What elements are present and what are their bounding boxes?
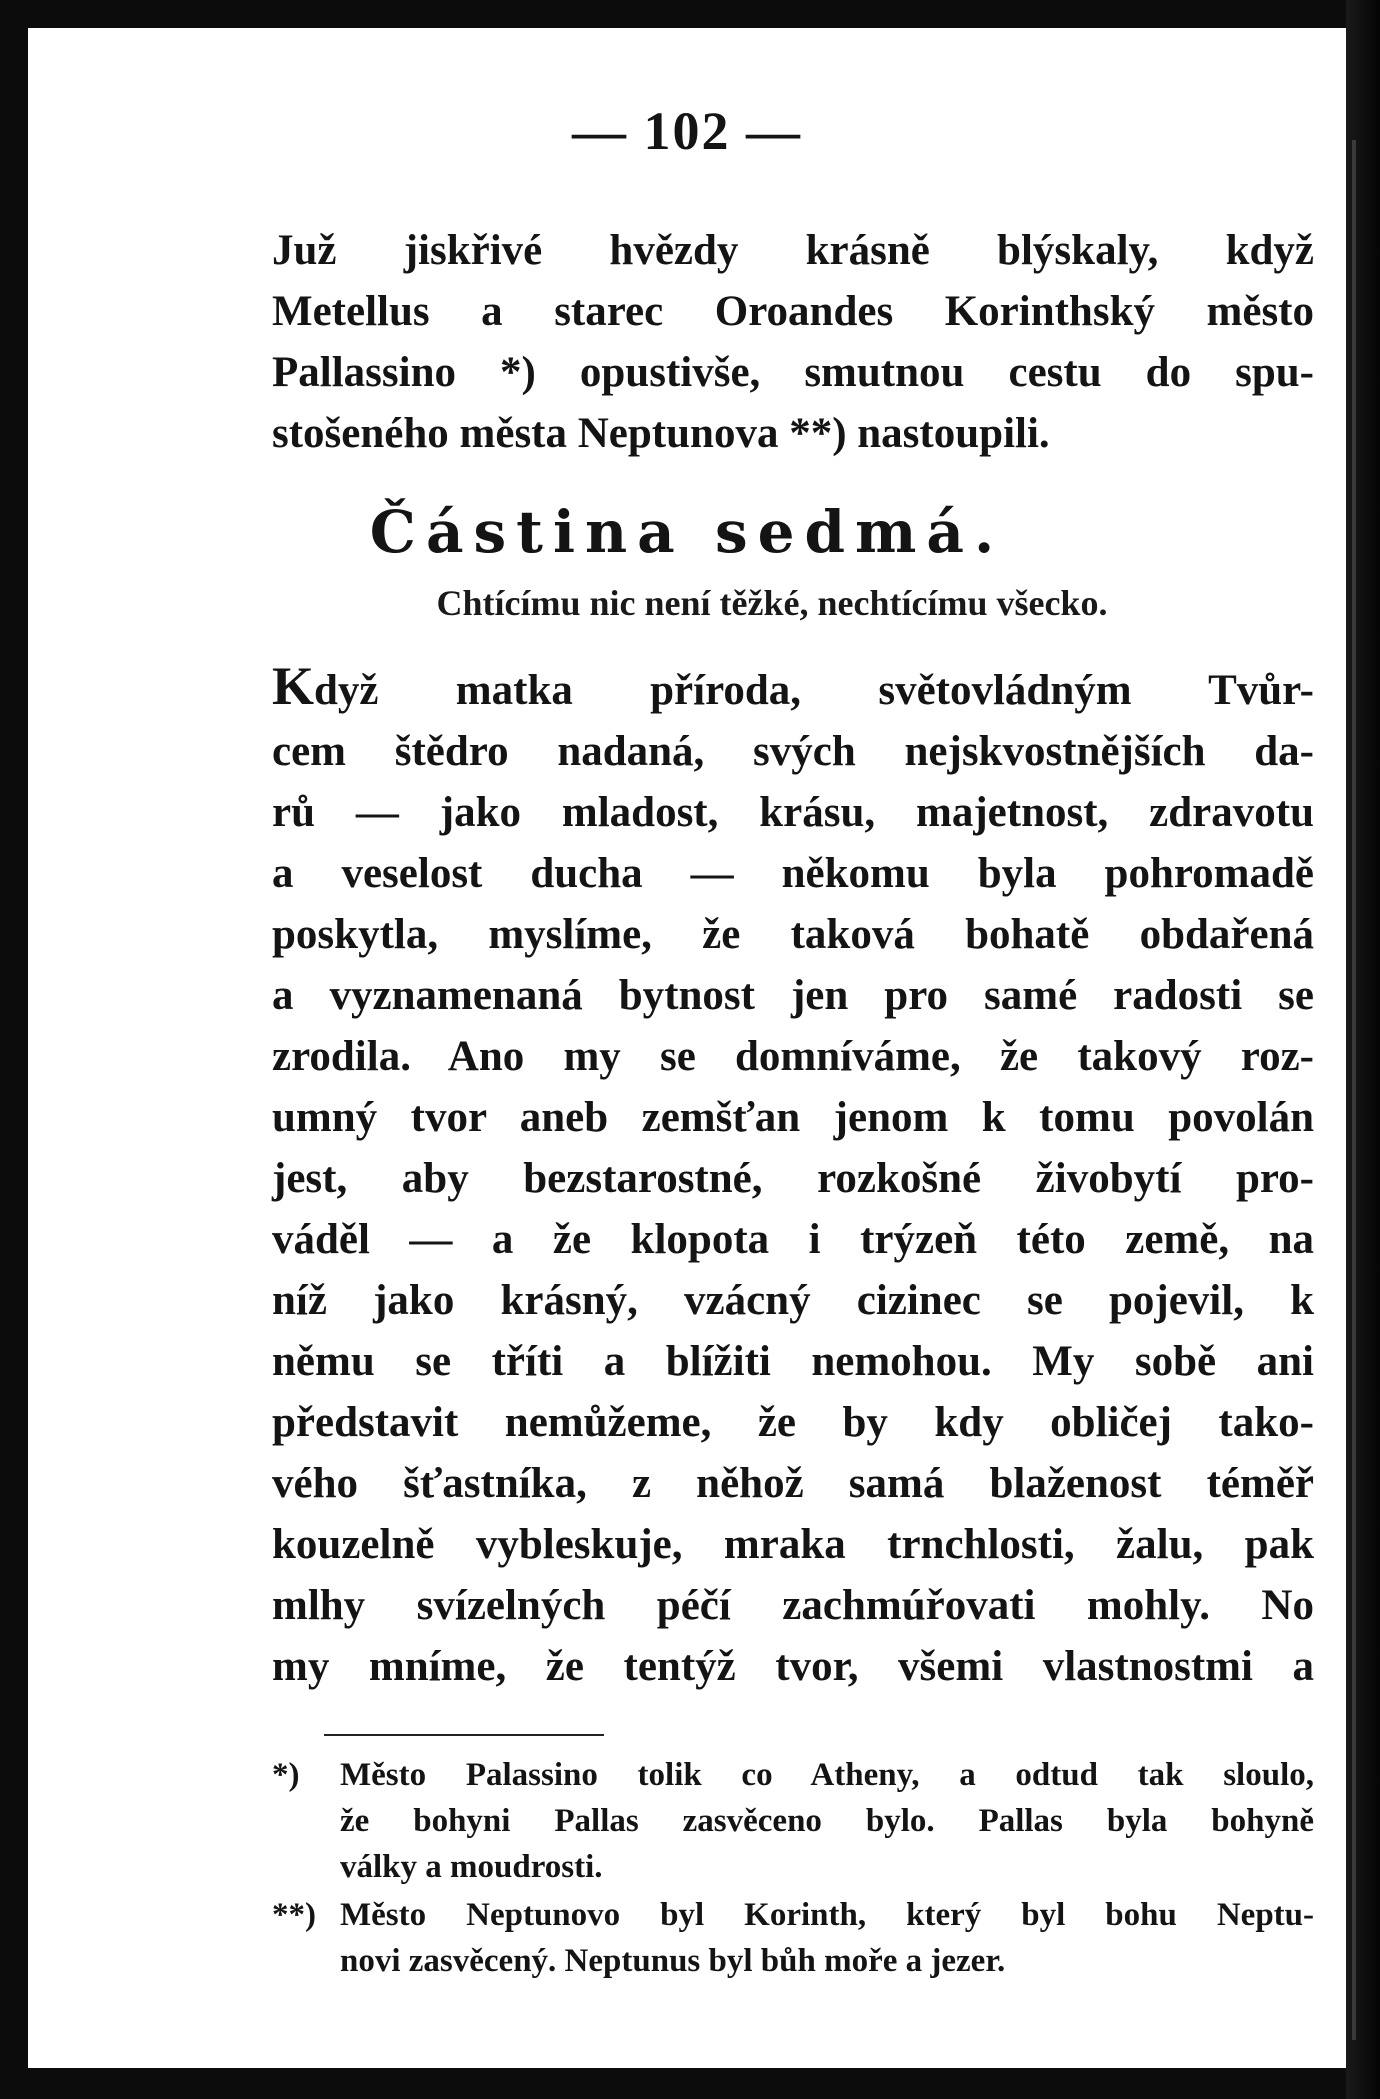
text-line: vého šťastníka, z něhož samá blaženost téměř bbox=[272, 1460, 1314, 1507]
chapter-title: Částina sedmá. bbox=[369, 498, 1005, 566]
text-line: cem štědro nadaná, svých nejskvostnějších da- bbox=[272, 728, 1314, 775]
footnote-line: novi zasvěcený. Neptunus byl bůh moře a jezer. bbox=[340, 1943, 1006, 1979]
main-paragraph bbox=[272, 656, 1314, 1697]
footnote-line: Město Palassino tolik co Atheny, a odtud tak sloulo, bbox=[340, 1757, 1314, 1793]
footnote-1 bbox=[272, 1752, 1314, 1890]
footnote-mark: **) bbox=[272, 1897, 316, 1933]
text-line: stošeného města Neptunova **) nastoupili. bbox=[272, 410, 1050, 457]
page-number: — 102 — bbox=[572, 101, 802, 161]
main-text bbox=[272, 656, 1314, 1697]
footnote-body bbox=[340, 1892, 1314, 1984]
text-line: a vyznamenaná bytnost jen pro samé radosti se bbox=[272, 972, 1314, 1019]
text-line: zrodila. Ano my se domníváme, že takový roz- bbox=[272, 1033, 1314, 1080]
text-line: mlhy svízelných péčí zachmúřovati mohly. No bbox=[272, 1582, 1314, 1629]
footnote-divider bbox=[324, 1734, 604, 1736]
intro-paragraph bbox=[272, 220, 1314, 464]
footnote-body bbox=[340, 1752, 1314, 1890]
text-line: my mníme, že tentýž tvor, všemi vlastnostmi a bbox=[272, 1643, 1314, 1690]
text-line: kouzelně vybleskuje, mraka trnchlosti, žalu, pak bbox=[272, 1521, 1314, 1568]
text-line: poskytla, myslíme, že taková bohatě obdařená bbox=[272, 911, 1314, 958]
text-line-first bbox=[272, 656, 1314, 721]
footnote-mark: *) bbox=[272, 1757, 300, 1793]
book-page bbox=[28, 28, 1346, 2068]
text-line: Pallassino *) opustivše, smutnou cestu do spu- bbox=[272, 349, 1314, 396]
page-edge-shadow bbox=[1352, 140, 1356, 2040]
footnote-2 bbox=[272, 1892, 1314, 1984]
footnote-line: války a moudrosti. bbox=[340, 1849, 603, 1885]
text-line: níž jako krásný, vzácný cizinec se pojevil, k bbox=[272, 1277, 1314, 1324]
footnote-line: že bohyni Pallas zasvěceno bylo. Pallas byla bohyně bbox=[340, 1803, 1314, 1839]
chapter-motto: Chtícímu nic není těžké, nechtícímu všecko. bbox=[436, 583, 1108, 623]
text-line: jest, aby bezstarostné, rozkošné živobytí pro- bbox=[272, 1155, 1314, 1202]
footnote-line: Město Neptunovo byl Korinth, který byl bohu Neptu- bbox=[340, 1897, 1314, 1933]
text-line: umný tvor aneb zemšťan jenom k tomu povolán bbox=[272, 1094, 1314, 1141]
text-line: Metellus a starec Oroandes Korinthský město bbox=[272, 288, 1314, 335]
drop-cap: K bbox=[272, 656, 315, 716]
intro-text bbox=[272, 220, 1314, 464]
text-line: váděl — a že klopota i trýzeň této země, na bbox=[272, 1216, 1314, 1263]
text-line: dyž matka příroda, světovládným Tvůr- bbox=[314, 667, 1314, 714]
footnotes bbox=[272, 1752, 1314, 1986]
text-line: Juž jiskřivé hvězdy krásně blýskaly, když bbox=[272, 227, 1314, 274]
text-line: němu se tříti a blížiti nemohou. My sobě ani bbox=[272, 1338, 1314, 1385]
text-line: rů — jako mladost, krásu, majetnost, zdravotu bbox=[272, 789, 1314, 836]
text-line: představit nemůžeme, že by kdy obličej tako- bbox=[272, 1399, 1314, 1446]
text-line: a veselost ducha — někomu byla pohromadě bbox=[272, 850, 1314, 897]
